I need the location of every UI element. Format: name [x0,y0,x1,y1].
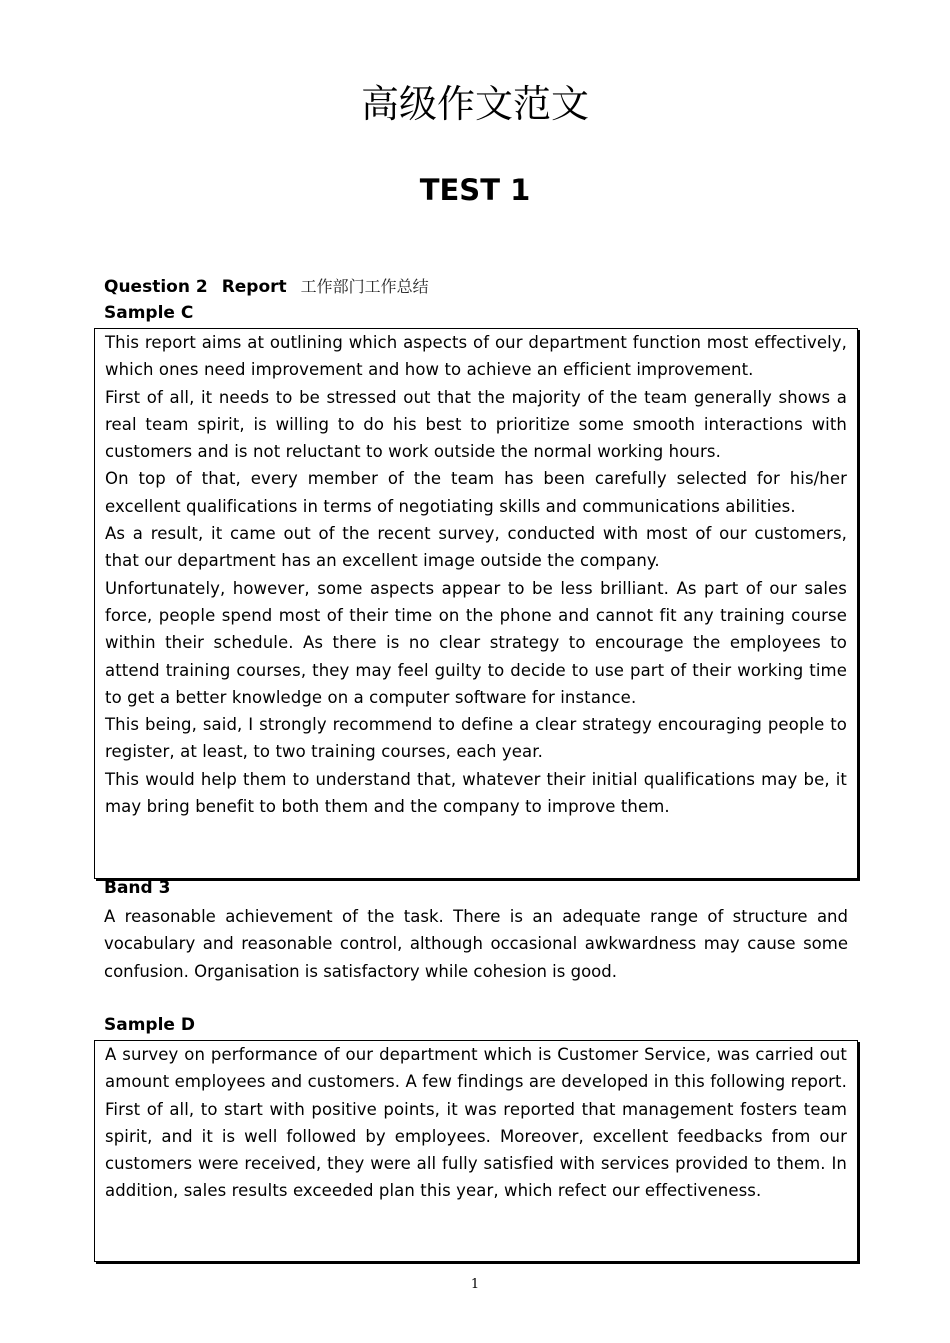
question-topic: 工作部门工作总结 [300,277,429,296]
question-line [104,273,429,301]
sample-c-paragraph: This report aims at outlining which aspects of our department function most effectively, which ones need improvement and how to achieve an efficient improvement. [105,333,847,380]
sample-c-paragraph: First of all, it needs to be stressed out that the majority of the team generally shows a real team spirit, is willing to do his best to prioritize some smooth interactions with customers and is not reluctant to work outside the normal working hours. [105,387,847,462]
sample-d-label: Sample D [104,1015,195,1035]
sample-d-paragraph: A survey on performance of our department which is Customer Service, was carried out amount employees and customers. A few findings are developed in this following report. [105,1045,847,1092]
sample-c-paragraph: This being, said, I strongly recommend to define a clear strategy encouraging people to register, at least, to two training courses, each year. [105,715,847,762]
sample-c-paragraph: Unfortunately, however, some aspects appear to be less brilliant. As part of our sales force, people spend most of their time on the phone and cannot fit any training course within their schedule. As there is no clear strategy to encourage the employees to attend training courses, they may feel guilty to decide to use part of their working time to get a better knowledge on a computer software for instance. [105,578,847,707]
question-label: Question 2 [104,277,208,297]
page-title: 高级作文范文 [360,82,589,126]
page-number: 1 [470,1277,480,1292]
sample-c-box [94,328,858,879]
sample-d-paragraph: First of all, to start with positive points, it was reported that management fosters team spirit, and it is well followed by employees. Moreover, excellent feedbacks from our customers were received, they were all fully satisfied with services provided to them. In addition, sales results exceeded plan this year, which refect our effectiveness. [105,1099,847,1201]
band-description: A reasonable achievement of the task. There is an adequate range of structure and vocabulary and reasonable control, although occasional awkwardness may cause some confusion. Organisation is satisfactory while cohesion is good. [104,907,848,981]
sample-c-paragraph: As a result, it came out of the recent survey, conducted with most of our customers, that our department has an excellent image outside the company. [105,524,847,571]
sample-c-label: Sample C [104,303,194,323]
question-type: Report [221,277,287,297]
sample-c-paragraph: On top of that, every member of the team has been carefully selected for his/her excellent qualifications in terms of negotiating skills and communications abilities. [105,469,847,516]
sample-d-box [94,1040,858,1262]
sample-c-paragraph: This would help them to understand that, whatever their initial qualifications may be, it may bring benefit to both them and the company to improve them. [105,769,847,817]
test-heading: TEST 1 [419,173,531,207]
band-label: Band 3 [104,878,171,898]
